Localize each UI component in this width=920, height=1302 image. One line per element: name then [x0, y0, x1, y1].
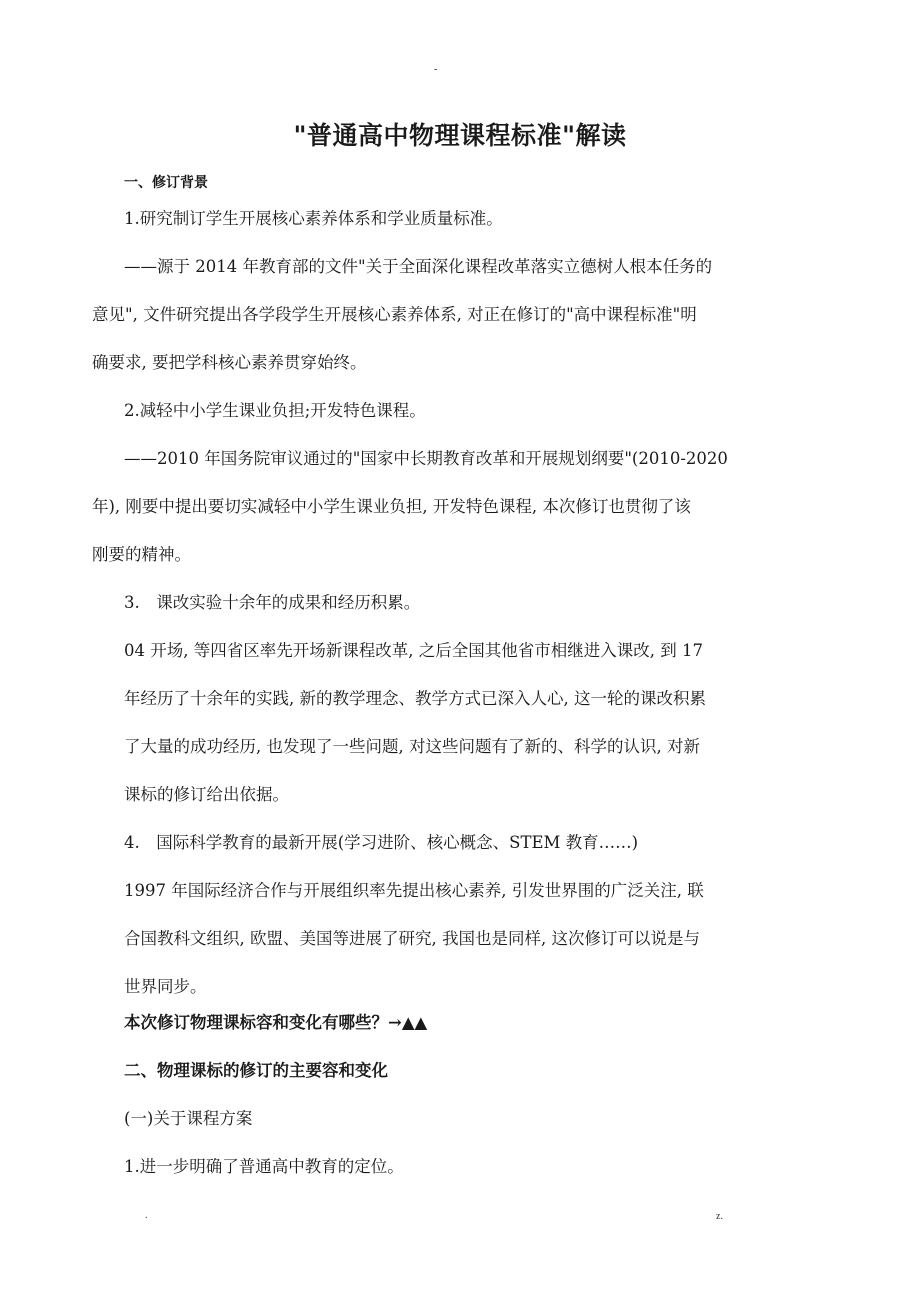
- paragraph-4-line: 1997 年国际经济合作与开展组织率先提出核心素养, 引发世界围的广泛关注, 联: [124, 881, 704, 900]
- paragraph-4-line: 世界同步。: [124, 977, 207, 996]
- paragraph-1-line: 意见", 文件研究提出各学段学生开展核心素养体系, 对正在修订的"高中课程标准"明: [92, 305, 697, 324]
- paragraph-1-line: ——源于 2014 年教育部的文件"关于全面深化课程改革落实立德树人根本任务的: [124, 257, 713, 276]
- footer-left-mark: .: [145, 1210, 148, 1221]
- paragraph-2-line: ——2010 年国务院审议通过的"国家中长期教育改革和开展规划纲要"(2010-2020: [124, 449, 728, 468]
- paragraph-1-heading: 1.研究制订学生开展核心素养体系和学业质量标准。: [124, 209, 503, 228]
- paragraph-4-heading: 4. 国际科学教育的最新开展(学习进阶、核心概念、STEM 教育……): [124, 833, 639, 852]
- paragraph-3-line: 了大量的成功经历, 也发现了一些问题, 对这些问题有了新的、科学的认识, 对新: [124, 737, 700, 756]
- paragraph-3-heading: 3. 课改实验十余年的成果和经历积累。: [124, 593, 421, 612]
- document-title: "普通高中物理课程标准"解读: [293, 121, 627, 150]
- paragraph-3-line: 04 开场, 等四省区率先开场新课程改革, 之后全国其他省市相继进入课改, 到 17: [124, 641, 703, 660]
- paragraph-2-heading: 2.减轻中小学生课业负担;开发特色课程。: [124, 401, 426, 420]
- header-mark: -: [434, 64, 438, 75]
- paragraph-2-line: 刚要的精神。: [92, 545, 191, 564]
- paragraph-1-line: 确要求, 要把学科核心素养贯穿始终。: [92, 353, 367, 372]
- paragraph-3-line: 年经历了十余年的实践, 新的教学理念、教学方式已深入人心, 这一轮的课改积累: [124, 689, 706, 708]
- section-heading-1: 一、修订背景: [124, 175, 208, 191]
- section-heading-2: 二、物理课标的修订的主要容和变化: [124, 1061, 388, 1080]
- list-item-1: 1.进一步明确了普通高中教育的定位。: [124, 1157, 404, 1176]
- footer-right-mark: z.: [716, 1211, 723, 1222]
- paragraph-4-line: 合国教科文组织, 欧盟、美国等进展了研究, 我国也是同样, 这次修订可以说是与: [124, 929, 700, 948]
- paragraph-3-line: 课标的修订给出依据。: [124, 785, 289, 804]
- paragraph-2-line: 年), 刚要中提出要切实减轻中小学生课业负担, 开发特色课程, 本次修订也贯彻了该: [92, 497, 691, 516]
- subsection-heading: (一)关于课程方案: [124, 1109, 253, 1128]
- question-line: 本次修订物理课标容和变化有哪些？→▲▲: [124, 1013, 428, 1032]
